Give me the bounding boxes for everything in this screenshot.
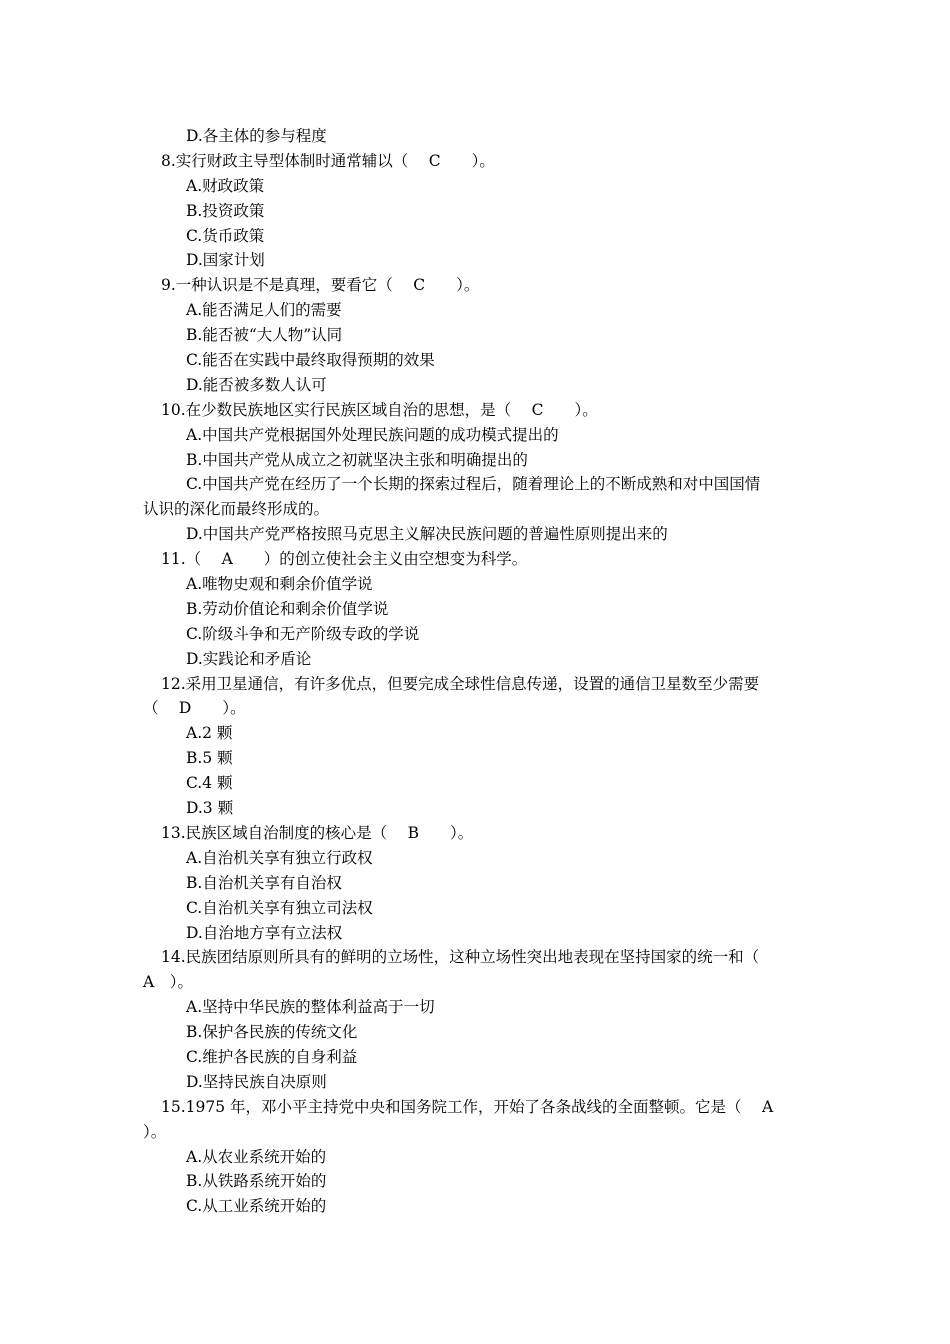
answer-option: A.从农业系统开始的 xyxy=(186,1147,327,1166)
answer-option: D.实践论和矛盾论 xyxy=(186,649,312,668)
answer-option: B.从铁路系统开始的 xyxy=(186,1172,327,1191)
answer-option: C.货币政策 xyxy=(186,226,265,245)
answer-option: C.自治机关享有独立司法权 xyxy=(186,898,373,917)
answer-option: B.保护各民族的传统文化 xyxy=(186,1023,358,1042)
answer-option: A.财政政策 xyxy=(186,176,265,195)
answer-option: A.中国共产党根据国外处理民族问题的成功模式提出的 xyxy=(186,425,559,444)
question-stem: 11.（ A ）的创立使社会主义由空想变为科学。 xyxy=(161,550,528,569)
answer-option: A.唯物史观和剩余价值学说 xyxy=(186,575,373,594)
answer-option: C.中国共产党在经历了一个长期的探索过程后，随着理论上的不断成熟和对中国国情 xyxy=(186,475,761,494)
answer-option: D.中国共产党严格按照马克思主义解决民族问题的普遍性原则提出来的 xyxy=(186,525,668,544)
continued-text: 认识的深化而最终形成的。 xyxy=(143,500,330,519)
continued-text: ）。 xyxy=(143,1122,167,1141)
answer-option: A.自治机关享有独立行政权 xyxy=(186,848,373,867)
answer-option: C.阶级斗争和无产阶级专政的学说 xyxy=(186,624,420,643)
question-stem: 14.民族团结原则所具有的鲜明的立场性，这种立场性突出地表现在坚持国家的统一和（ xyxy=(161,948,760,967)
answer-option: D.各主体的参与程度 xyxy=(186,127,327,145)
answer-option: C.能否在实践中最终取得预期的效果 xyxy=(186,351,435,370)
question-stem: 9.一种认识是不是真理，要看它（ C ）。 xyxy=(161,276,480,295)
answer-option: A.2 颗 xyxy=(186,724,233,743)
answer-option: A.能否满足人们的需要 xyxy=(186,301,342,320)
answer-option: B.5 颗 xyxy=(186,749,233,768)
answer-option: B.自治机关享有自治权 xyxy=(186,873,342,892)
answer-option: B.劳动价值论和剩余价值学说 xyxy=(186,599,389,618)
answer-option: A.坚持中华民族的整体利益高于一切 xyxy=(186,998,435,1017)
question-stem: 15.1975 年，邓小平主持党中央和国务院工作，开始了各条战线的全面整顿。它是（ A xyxy=(161,1097,774,1116)
continued-text: （ D ）。 xyxy=(143,699,246,718)
question-stem: 13.民族区域自治制度的核心是（ B ）。 xyxy=(161,823,474,842)
answer-option: D.坚持民族自决原则 xyxy=(186,1072,327,1091)
answer-option: B.投资政策 xyxy=(186,201,265,220)
continued-text: A ）。 xyxy=(143,973,193,992)
answer-option: B.能否被“大人物”认同 xyxy=(186,326,343,345)
answer-option: D.能否被多数人认可 xyxy=(186,375,327,394)
answer-option: D.3 颗 xyxy=(186,799,234,818)
answer-option: C.4 颗 xyxy=(186,774,233,793)
answer-option: C.从工业系统开始的 xyxy=(186,1197,327,1216)
answer-option: D.自治地方享有立法权 xyxy=(186,923,343,942)
answer-option: B.中国共产党从成立之初就坚决主张和明确提出的 xyxy=(186,450,528,469)
question-stem: 12.采用卫星通信，有许多优点，但要完成全球性信息传递，设置的通信卫星数至少需要 xyxy=(161,674,760,693)
answer-option: D.国家计划 xyxy=(186,251,265,270)
question-stem: 10.在少数民族地区实行民族区域自治的思想，是（ C ）。 xyxy=(161,400,598,419)
question-stem: 8.实行财政主导型体制时通常辅以（ C ）。 xyxy=(161,151,495,170)
answer-option: C.维护各民族的自身利益 xyxy=(186,1047,358,1066)
question-list xyxy=(143,124,808,1219)
